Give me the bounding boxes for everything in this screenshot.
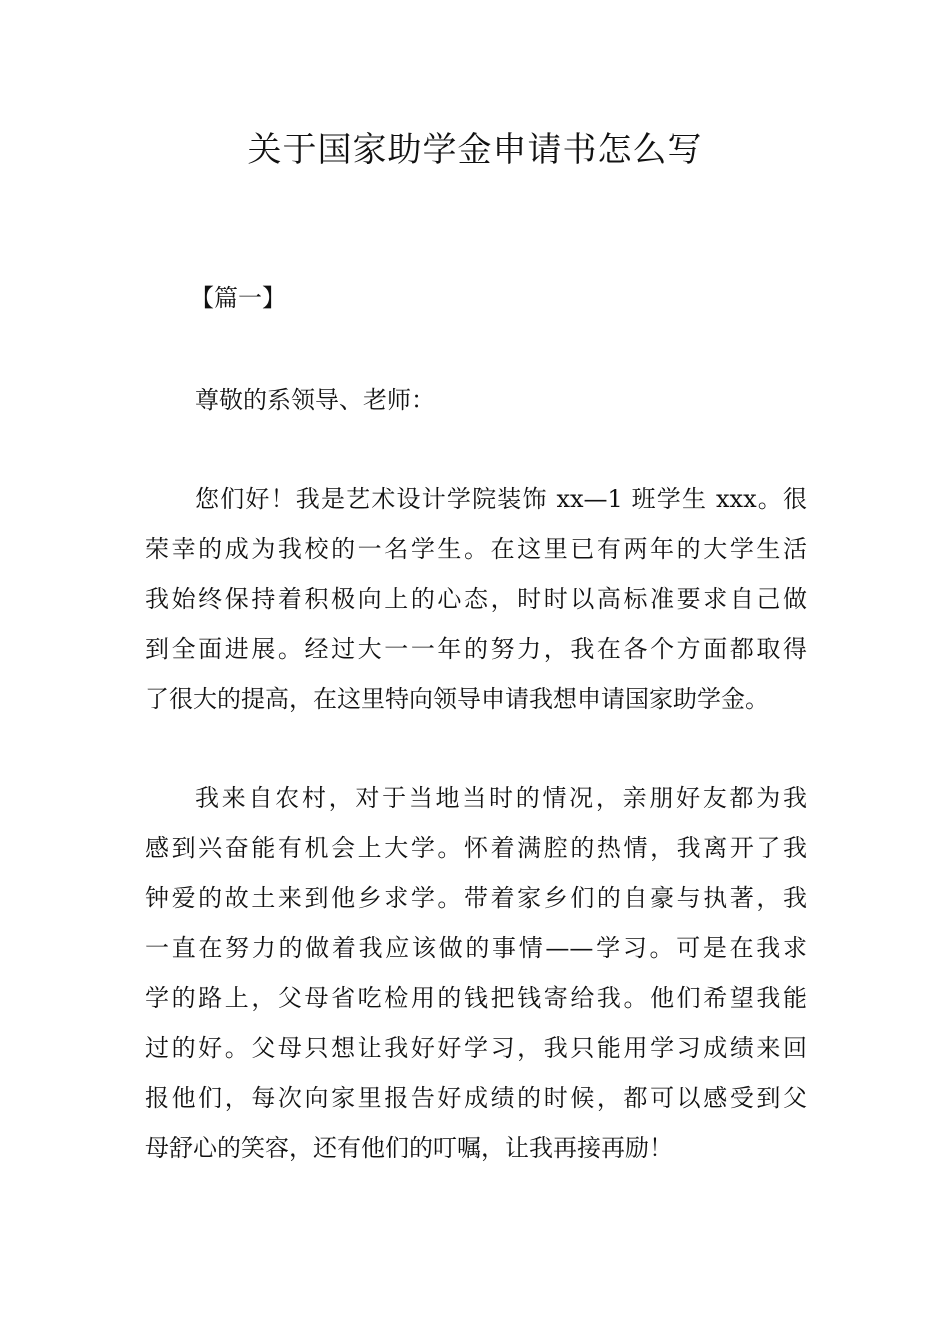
salutation: 尊敬的系领导、老师： (195, 386, 435, 414)
paragraph-line: 我始终保持着积极向上的心态，时时以高标准要求自己做 (145, 585, 807, 613)
paragraph-line: 荣幸的成为我校的一名学生。在这里已有两年的大学生活 (145, 535, 807, 563)
paragraph-line: 我来自农村，对于当地当时的情况，亲朋好友都为我 (195, 784, 807, 812)
section-label: 【篇一】 (190, 284, 286, 312)
paragraph-line: 到全面进展。经过大一一年的努力，我在各个方面都取得 (145, 635, 807, 663)
paragraph-line: 您们好！我是艺术设计学院装饰 xx—1 班学生 xxx。很 (195, 485, 807, 513)
document-title: 关于国家助学金申请书怎么写 (247, 130, 703, 170)
paragraph-line: 过的好。父母只想让我好好学习，我只能用学习成绩来回 (145, 1034, 807, 1062)
paragraph-line: 了很大的提高，在这里特向领导申请我想申请国家助学金。 (145, 685, 769, 713)
paragraph-line: 母舒心的笑容，还有他们的叮嘱，让我再接再励！ (145, 1134, 673, 1162)
paragraph-1 (145, 474, 807, 724)
paragraph-line: 学的路上，父母省吃检用的钱把钱寄给我。他们希望我能 (145, 984, 807, 1012)
paragraph-line: 钟爱的故土来到他乡求学。带着家乡们的自豪与执著，我 (145, 884, 807, 912)
paragraph-line: 一直在努力的做着我应该做的事情——学习。可是在我求 (145, 934, 807, 962)
paragraph-line: 报他们，每次向家里报告好成绩的时候，都可以感受到父 (145, 1084, 807, 1112)
paragraph-line: 感到兴奋能有机会上大学。怀着满腔的热情，我离开了我 (145, 834, 807, 862)
paragraph-2 (145, 773, 807, 1173)
